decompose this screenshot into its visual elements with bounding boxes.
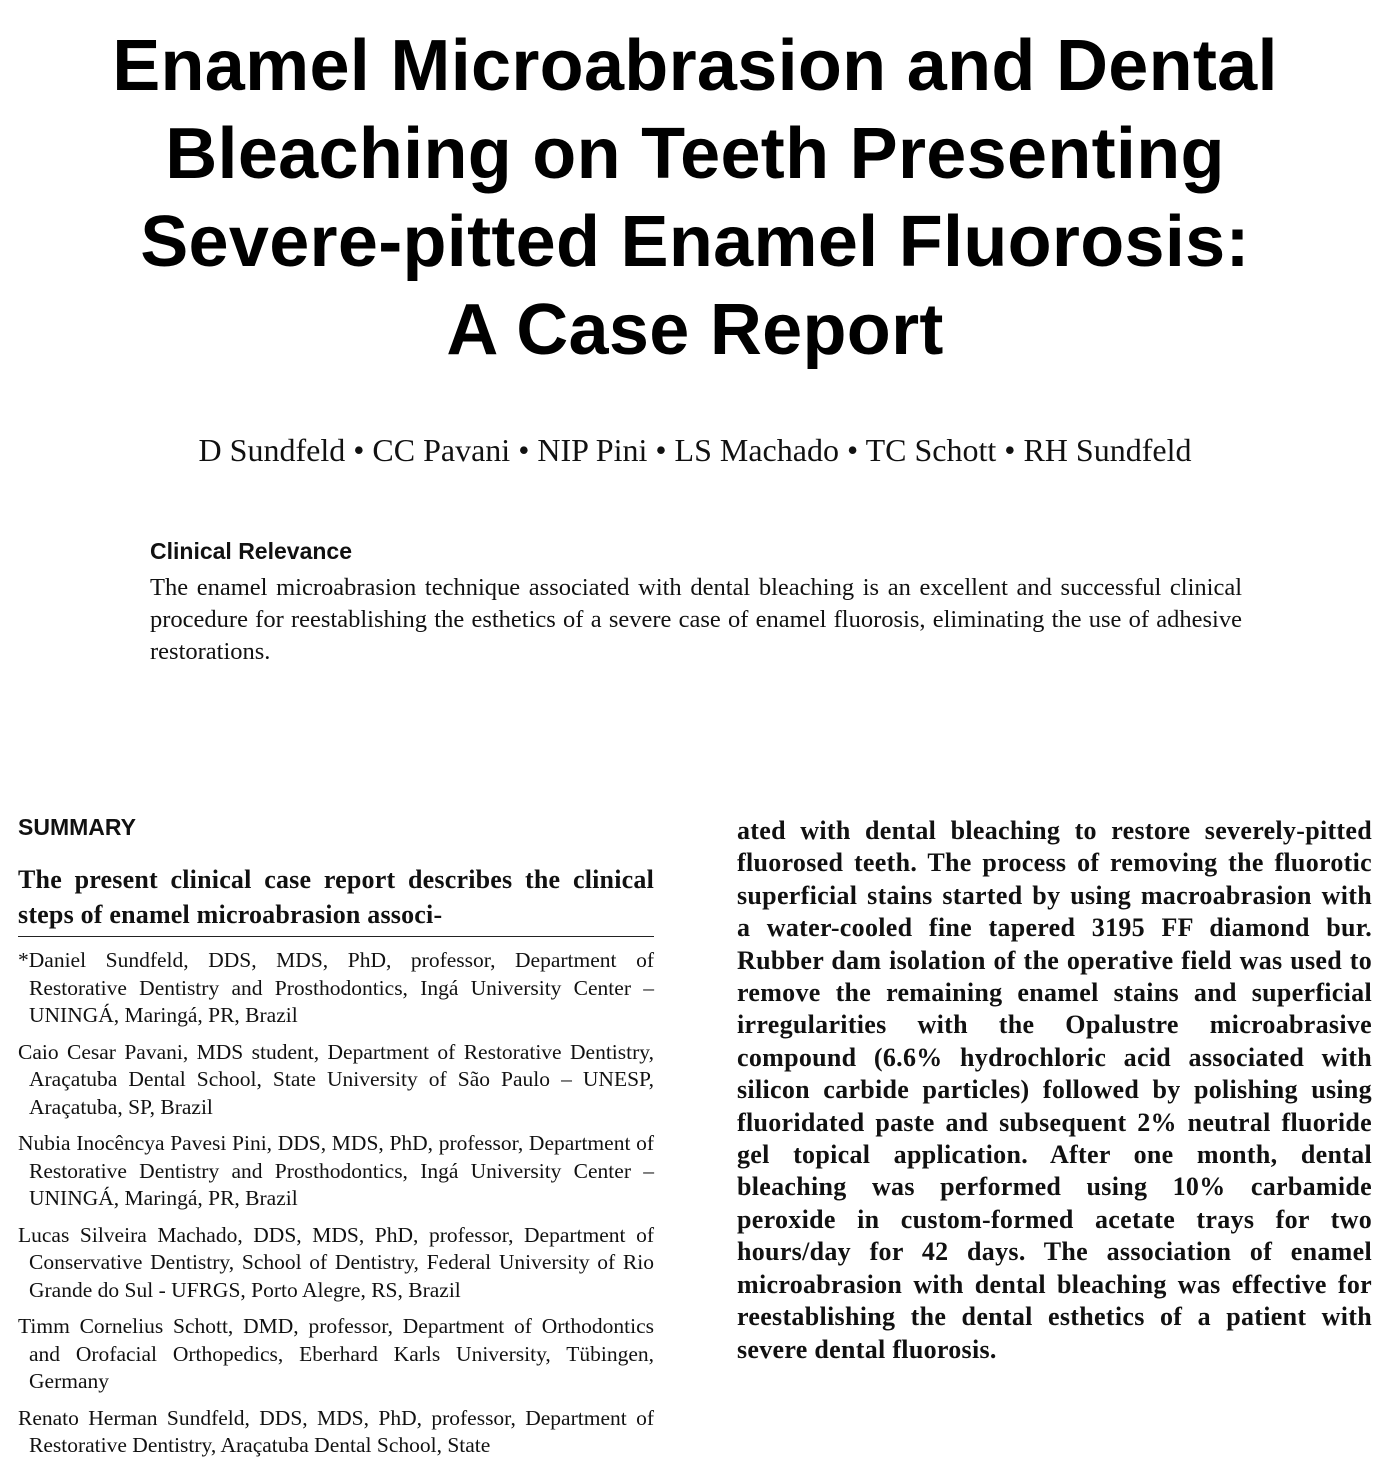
affiliation-item: Renato Herman Sundfeld, DDS, MDS, PhD, professor, Department of Restorative Dentistry, Araçatuba Dental School, State [18,1405,654,1457]
clinical-relevance-box [150,536,1242,668]
title-line: Enamel Microabrasion and Dental [112,26,1278,106]
summary-lead-text: The present clinical case report describes the clinical steps of enamel microabrasion associ- [18,865,654,929]
affiliation-item: Lucas Silveira Machado, DDS, MDS, PhD, professor, Department of Conservative Dentistry, School of Dentistry, Federal University of Rio Grande do Sul - UFRGS, Porto Alegre, RS, Brazil [18,1222,654,1302]
clinical-relevance-text: The enamel microabrasion technique associated with dental bleaching is an excellent and successful clinical procedure for reestablishing the esthetics of a severe case of enamel fluorosis, eliminating the use of adhesive restorations. [150,574,1242,665]
right-column [737,815,1372,1366]
article-title [0,22,1390,374]
affiliation-item: Caio Cesar Pavani, MDS student, Department of Restorative Dentistry, Araçatuba Dental School, State University of São Paulo – UNESP, Araçatuba, SP, Brazil [18,1039,654,1119]
affiliation-item: Timm Cornelius Schott, DMD, professor, Department of Orthodontics and Orofacial Orthopedics, Eberhard Karls University, Tübingen, Germany [18,1314,654,1393]
author-list: D Sundfeld • CC Pavani • NIP Pini • LS Machado • TC Schott • RH Sundfeld [198,432,1192,468]
title-line: Severe-pitted Enamel Fluorosis: [140,202,1250,282]
clinical-relevance-heading: Clinical Relevance [150,538,352,564]
left-column [18,812,654,1469]
title-line: Bleaching on Teeth Presenting [165,114,1225,194]
affiliation-item: Nubia Inocêncya Pavesi Pini, DDS, MDS, PhD, professor, Department of Restorative Dentistry and Prosthodontics, Ingá University Center – UNINGÁ, Maringá, PR, Brazil [18,1131,654,1210]
summary-heading: SUMMARY [18,814,136,840]
affiliation-item: *Daniel Sundfeld, DDS, MDS, PhD, professor, Department of Restorative Dentistry and Prosthodontics, Ingá University Center – UNINGÁ, Maringá, PR, Brazil [18,948,654,1027]
summary-continuation-text: ated with dental bleaching to restore severely-pitted fluorosed teeth. The process of removing the fluorotic superficial stains started by using macroabrasion with a water-cooled fine tapered 3195 FF diamond bur. Rubber dam isolation of the operative field was used to remove the remaining enamel stains and superficial irregularities with the Opalustre microabrasive compound (6.6% hydrochloric acid associated with silicon carbide particles) followed by polishing using fluoridated paste and subsequent 2% neutral fluoride gel topical application. After one month, dental bleaching was performed using 10% carbamide peroxide in custom-formed acetate trays for two hours/day for 42 days. The association of enamel microabrasion with dental bleaching was effective for reestablishing the dental esthetics of a patient with severe dental fluorosis. [737,816,1372,1364]
title-line: A Case Report [446,290,944,370]
footnote-divider [18,936,654,937]
